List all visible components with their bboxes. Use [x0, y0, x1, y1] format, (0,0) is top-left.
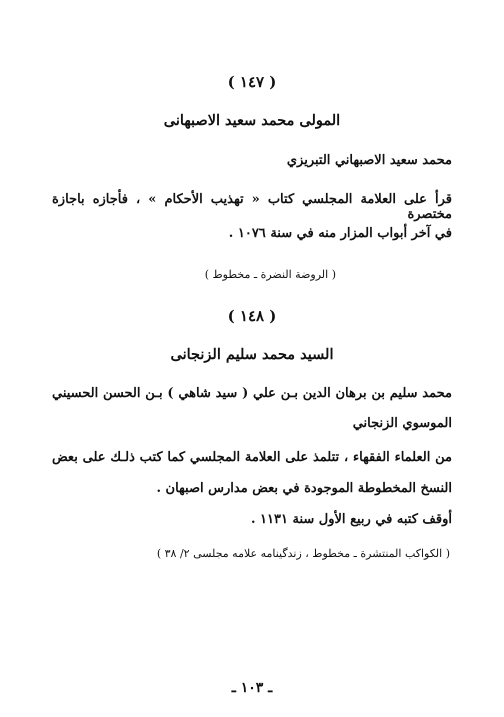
entry-text-line: في آخر أبواب المزار منه في سنة ١٠٧٦ . — [228, 226, 452, 241]
entry-number: ( ١٤٧ ) — [227, 73, 277, 91]
entry-title: المولى محمد سعيد الاصبهانى — [163, 112, 341, 129]
entry-name-line: محمد سليم بن برهان الدين بـن علي ( سيد شاهي ) بـن الحسن الحسيني — [52, 386, 452, 401]
page-number: ـ ١٠٣ ـ — [231, 680, 273, 696]
entry-source: ( الروضة النضرة ـ مخطوط ) — [204, 268, 336, 281]
entry-number: ( ١٤٨ ) — [227, 307, 277, 325]
entry-title: السيد محمد سليم الزنجانى — [170, 346, 334, 363]
entry-source: ( الكواكب المنتشرة ـ مخطوط ، زندگينامه علامه مجلسى ٢/ ٣٨ ) — [156, 547, 450, 560]
entry-name-line: محمد سعيد الاصبهاني التبريزي — [286, 153, 452, 168]
entry-text-line: النسخ المخطوطة الموجودة في بعض مدارس اصبهان . — [156, 481, 452, 496]
entry-name-line: الموسوي الزنجاني — [352, 416, 452, 431]
entry-text-line: أوقف كتبه في ربيع الأول سنة ١١٣١ . — [250, 512, 452, 527]
entry-text-line: من العلماء الفقهاء ، تتلمذ على العلامة المجلسي كما كتب ذلـك على بعض — [52, 450, 452, 465]
entry-text-line: قرأ على العلامة المجلسي كتاب « تهذيب الأحكام » ، فأجازه باجازة مختصرة — [52, 192, 452, 222]
